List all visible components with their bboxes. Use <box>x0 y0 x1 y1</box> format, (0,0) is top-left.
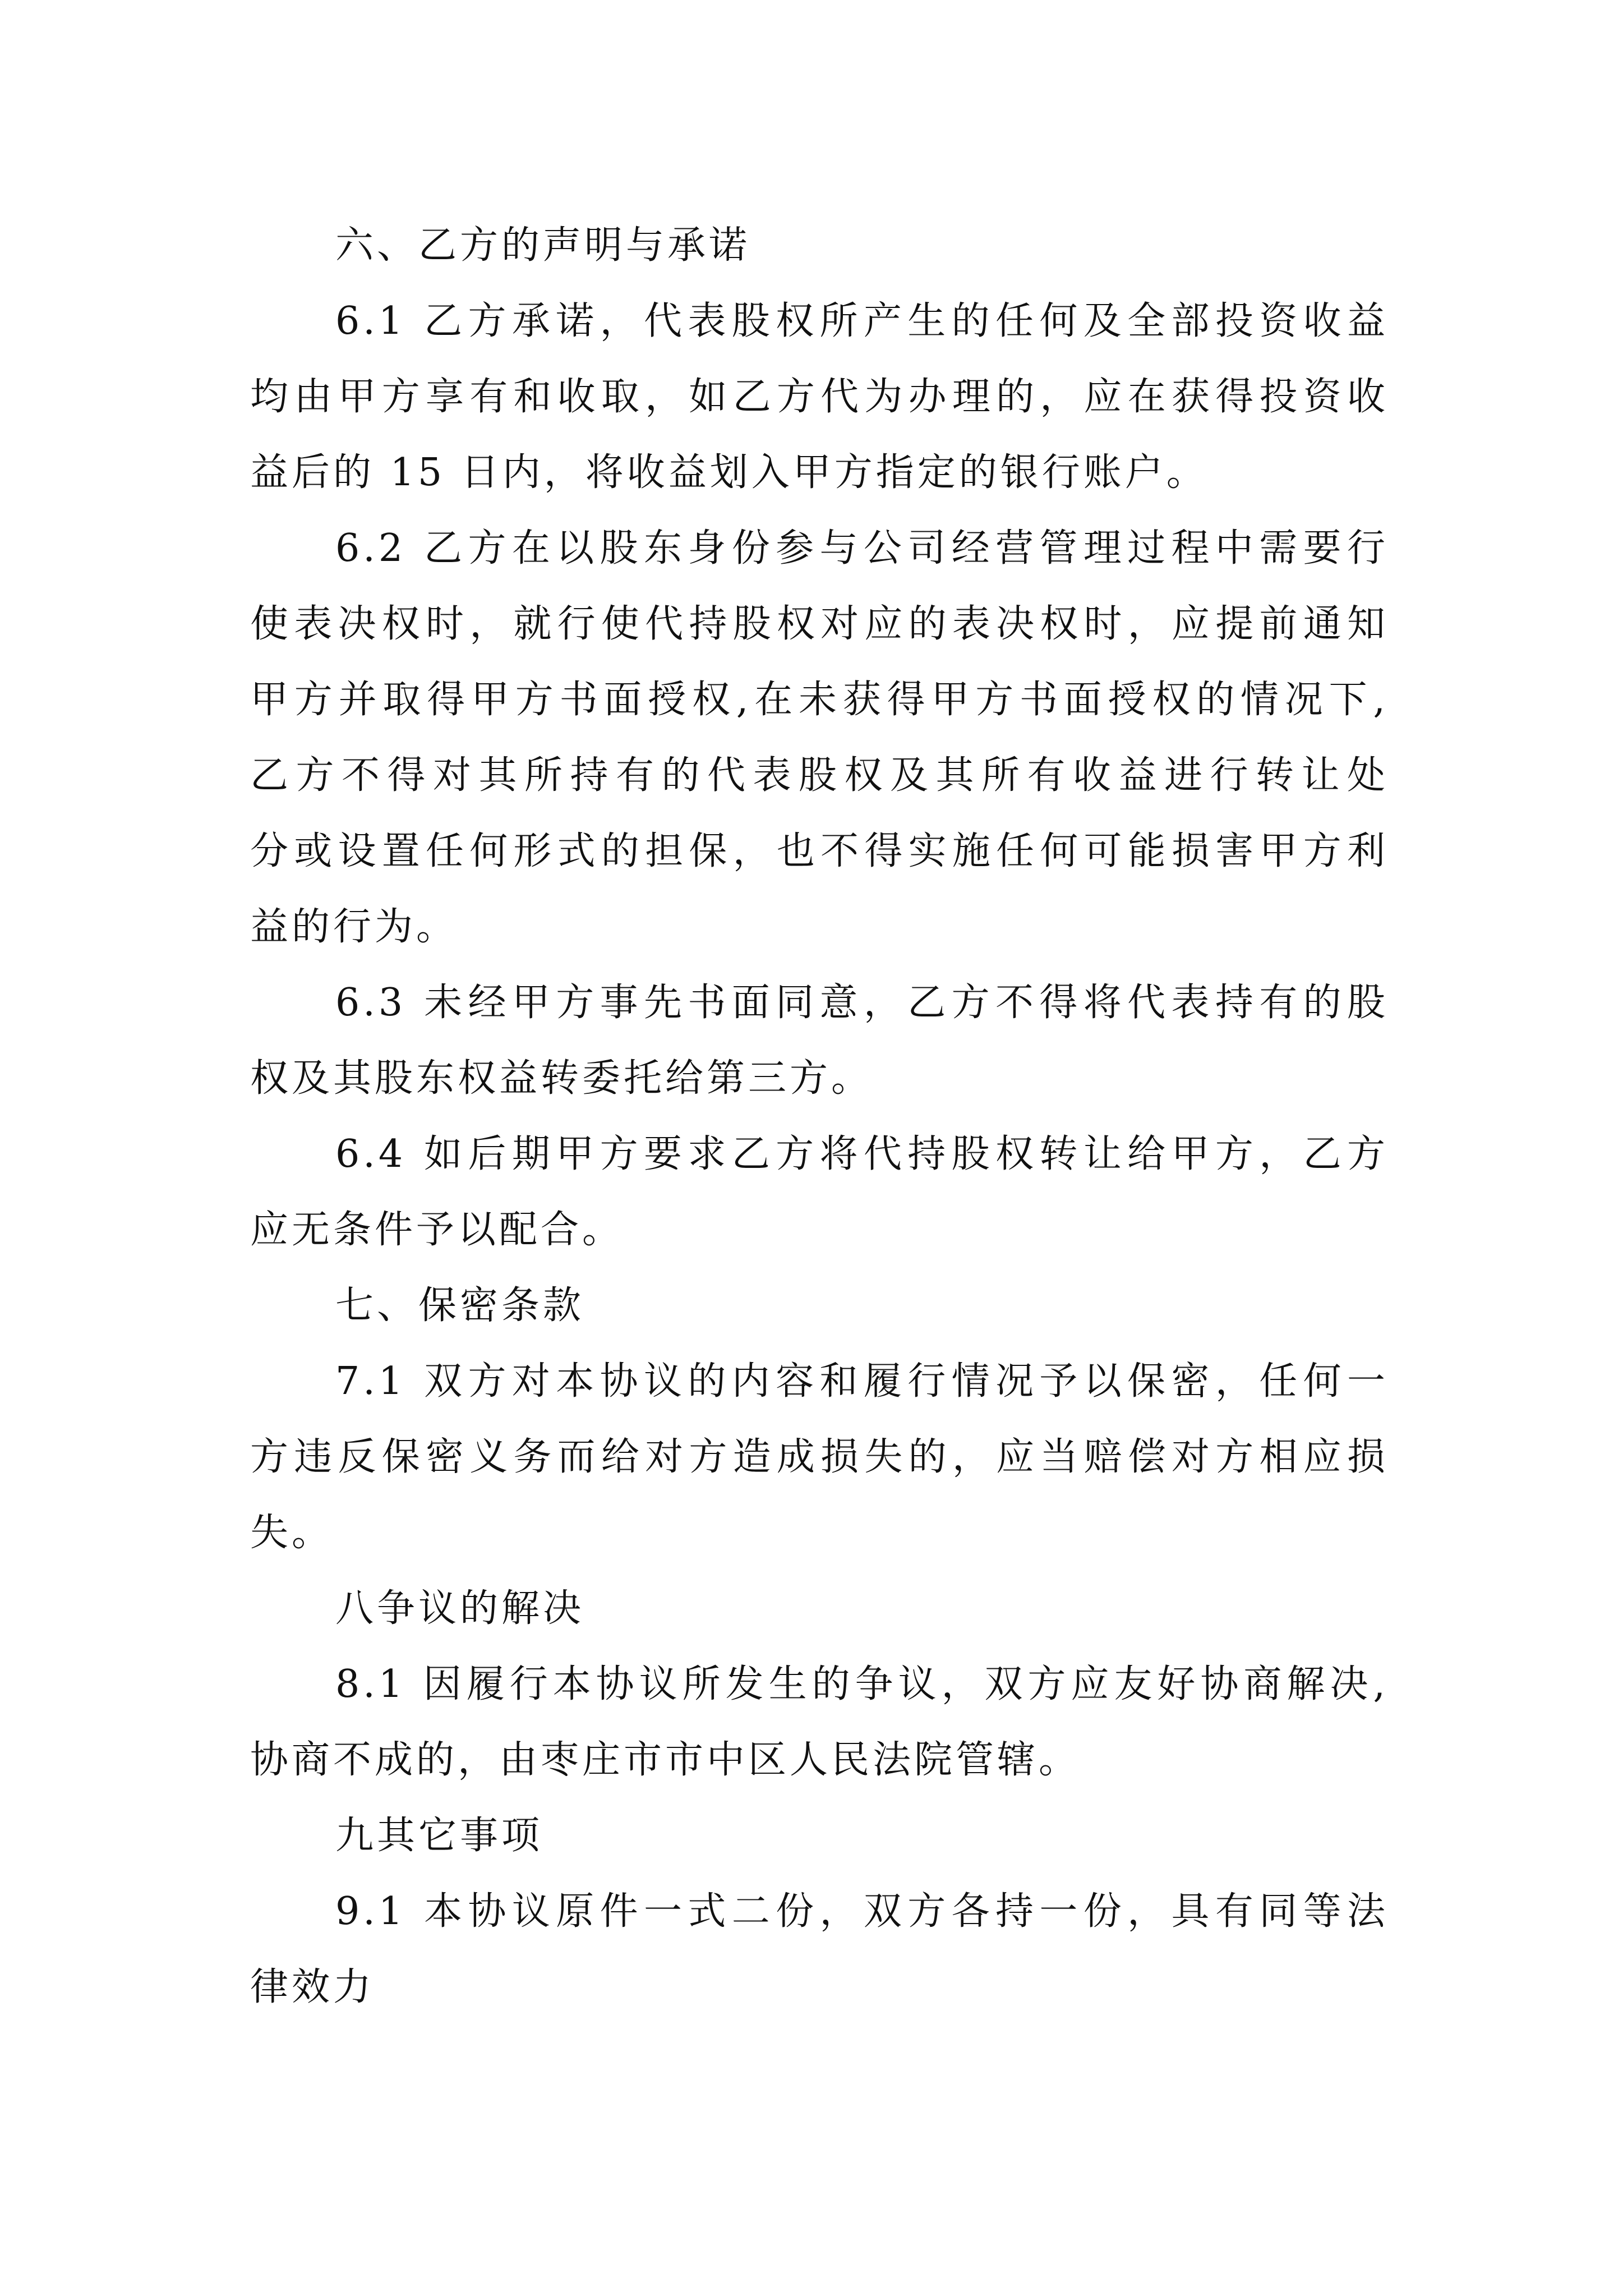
clause-6-2-line-3: 甲方并取得甲方书面授权,在未获得甲方书面授权的情况下, <box>250 678 1389 722</box>
document-body <box>250 208 1389 2025</box>
clause-6-1-line-3: 益后的 15 日内，将收益划入甲方指定的银行账户。 <box>250 450 1208 495</box>
clause-6-2-line-4: 乙方不得对其所持有的代表股权及其所有收益进行转让处 <box>250 753 1389 798</box>
clause-6-1-line-2: 均由甲方享有和收取，如乙方代为办理的，应在获得投资收 <box>250 375 1389 419</box>
section-heading-9: 九其它事项 <box>335 1814 543 1858</box>
clause-6-2-line-5: 分或设置任何形式的担保，也不得实施任何可能损害甲方利 <box>250 829 1389 873</box>
clause-8-1-line-2: 协商不成的，由枣庄市市中区人民法院管辖。 <box>250 1738 1081 1782</box>
clause-6-3-line-1: 6.3 未经甲方事先书面同意，乙方不得将代表持有的股 <box>335 981 1389 1025</box>
clause-6-3-line-2: 权及其股东权益转委托给第三方。 <box>250 1056 873 1101</box>
clause-6-2-line-6: 益的行为。 <box>250 905 458 949</box>
section-heading-6: 六、乙方的声明与承诺 <box>335 223 751 268</box>
section-heading-8: 八争议的解决 <box>335 1586 585 1631</box>
clause-6-4-line-1: 6.4 如后期甲方要求乙方将代持股权转让给甲方，乙方 <box>335 1132 1389 1176</box>
clause-7-1-line-2: 方违反保密义务而给对方造成损失的，应当赔偿对方相应损 <box>250 1435 1389 1479</box>
clause-6-2-line-2: 使表决权时，就行使代持股权对应的表决权时，应提前通知 <box>250 602 1389 646</box>
clause-8-1-line-1: 8.1 因履行本协议所发生的争议，双方应友好协商解决, <box>335 1662 1389 1706</box>
clause-9-1-line-1: 9.1 本协议原件一式二份，双方各持一份，具有同等法 <box>335 1889 1389 1934</box>
clause-9-1-line-2: 律效力 <box>250 1965 375 2009</box>
clause-7-1-line-3: 失。 <box>250 1511 334 1555</box>
clause-6-4-line-2: 应无条件予以配合。 <box>250 1208 624 1252</box>
clause-6-1-line-1: 6.1 乙方承诺，代表股权所产生的任何及全部投资收益 <box>335 299 1389 343</box>
clause-6-2-line-1: 6.2 乙方在以股东身份参与公司经营管理过程中需要行 <box>335 526 1389 570</box>
clause-7-1-line-1: 7.1 双方对本协议的内容和履行情况予以保密，任何一 <box>335 1359 1389 1404</box>
section-heading-7: 七、保密条款 <box>335 1283 585 1328</box>
